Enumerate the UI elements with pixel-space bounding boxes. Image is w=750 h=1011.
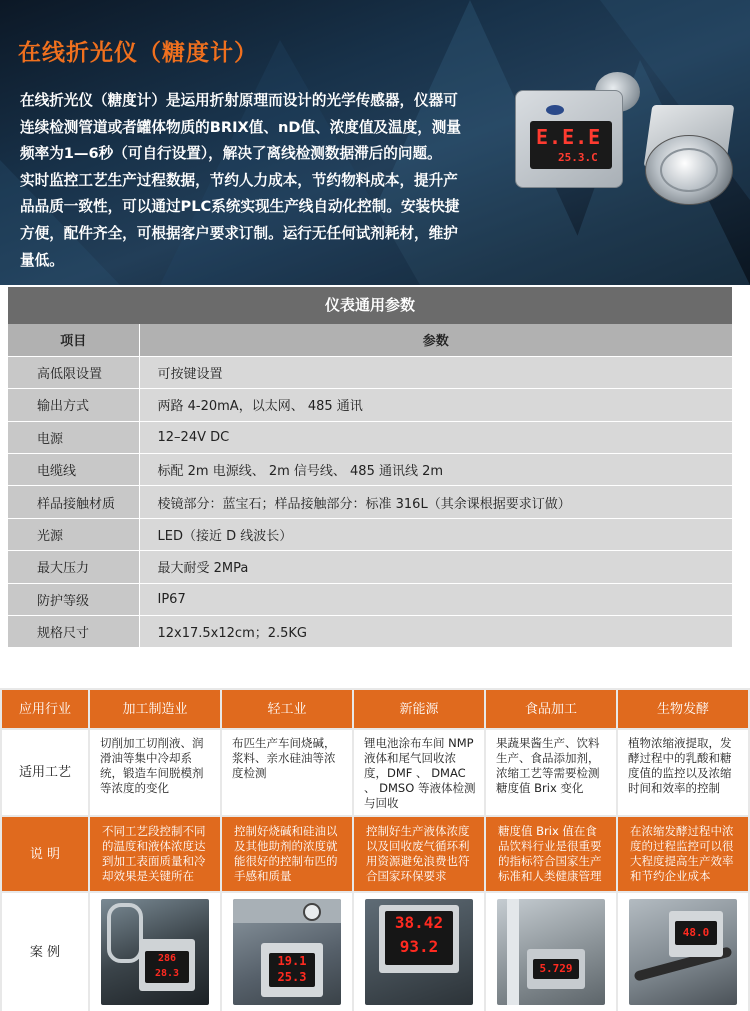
display-reading-top: 19.1 <box>277 954 307 968</box>
case-photo-food <box>497 899 605 1005</box>
probe-ring <box>660 148 718 192</box>
parameter-row <box>8 486 732 518</box>
param-value: 棱镜部分：蓝宝石；样品接触部分：标准 316L（其余课根据要求订做） <box>139 486 732 518</box>
case-photo-fermentation <box>629 899 737 1005</box>
case-row <box>1 892 749 1011</box>
parameter-row <box>8 389 732 421</box>
process-cell: 锂电池涂布车间 NMP 液体和尾气回收浓度，DMF 、 DMAC 、 DMSO 等液体检测与回收 <box>353 729 485 816</box>
param-key: 防护等级 <box>8 583 139 615</box>
intro-line: 连续检测管道或者罐体物质的BRIX值、nD值、浓度值及温度，测量 <box>20 118 461 136</box>
parameter-row <box>8 356 732 388</box>
industry-application-table <box>0 688 750 1011</box>
parameter-table <box>8 287 732 648</box>
intro-paragraph <box>20 88 480 274</box>
param-value: 12x17.5x12cm；2.5KG <box>139 616 732 648</box>
param-key: 样品接触材质 <box>8 486 139 518</box>
note-row <box>1 816 749 892</box>
process-cell: 切削加工切削液、润滑油等集中冷却系统，锻造车间脱模剂等浓度的变化 <box>89 729 221 816</box>
industry-name: 轻工业 <box>221 689 353 729</box>
process-row-label: 适用工艺 <box>1 729 89 816</box>
display-reading-top: 48.0 <box>682 926 710 939</box>
note-cell: 控制好烧碱和硅油以及其他助剂的浓度就能很好的控制布匹的手感和质量 <box>221 816 353 892</box>
industry-header-label: 应用行业 <box>1 689 89 729</box>
param-key: 最大压力 <box>8 551 139 583</box>
case-photo-battery <box>365 899 473 1005</box>
case-display <box>385 911 453 965</box>
case-display <box>145 951 189 983</box>
case-cell <box>353 892 485 1011</box>
parameter-table-title: 仪表通用参数 <box>8 287 732 324</box>
param-key: 输出方式 <box>8 389 139 421</box>
industry-name: 生物发酵 <box>617 689 749 729</box>
pipe-shape <box>107 903 143 963</box>
brand-logo <box>546 105 564 115</box>
param-key: 光源 <box>8 518 139 550</box>
param-value: 两路 4-20mA，以太网、 485 通讯 <box>139 389 732 421</box>
param-key: 规格尺寸 <box>8 616 139 648</box>
process-cell: 布匹生产车间烧碱，浆料、亲水硅油等浓度检测 <box>221 729 353 816</box>
case-photo-textile <box>233 899 341 1005</box>
intro-line: 在线折光仪（糖度计）是运用折射原理而设计的光学传感器，仪器可 <box>20 92 458 109</box>
param-value: LED（接近 D 线波长） <box>139 518 732 550</box>
intro-line: 实时监控工艺生产过程数据，节约人力成本，节约物料成本，提升产 <box>20 171 458 189</box>
display-reading-top: 286 <box>157 953 177 964</box>
pipe-shape <box>507 899 519 1005</box>
display-reading-bottom: 28.3 <box>154 968 180 979</box>
case-display <box>675 921 717 945</box>
case-cell <box>89 892 221 1011</box>
device-reading-top: E.E.E <box>536 125 602 149</box>
parameter-row <box>8 551 732 583</box>
param-value: 可按键设置 <box>139 356 732 388</box>
param-value: 最大耐受 2MPa <box>139 551 732 583</box>
industry-name: 食品加工 <box>485 689 617 729</box>
col-header-param: 参数 <box>139 324 732 356</box>
industry-header-row <box>1 689 749 729</box>
industry-name: 加工制造业 <box>89 689 221 729</box>
industry-grid <box>0 688 750 1011</box>
process-cell: 植物浓缩液提取，发酵过程中的乳酸和糖度值的监控以及浓缩时间和效率的控制 <box>617 729 749 816</box>
parameter-grid <box>8 324 732 648</box>
param-value: 标配 2m 电源线、 2m 信号线、 485 通讯线 2m <box>139 454 732 486</box>
case-cell <box>617 892 749 1011</box>
gauge-icon <box>303 903 321 921</box>
param-key: 电缆线 <box>8 454 139 486</box>
note-cell: 在浓缩发酵过程中浓度的过程监控可以很大程度提高生产效率和节约企业成本 <box>617 816 749 892</box>
parameter-row <box>8 616 732 648</box>
parameter-row <box>8 454 732 486</box>
note-cell: 糖度值 Brix 值在食品饮料行业是很重要的指标符合国家生产标准和人类健康管理 <box>485 816 617 892</box>
device-housing <box>515 90 623 188</box>
note-cell: 控制好生产液体浓度以及回收废气循环利用资源避免浪费也符合国家环保要求 <box>353 816 485 892</box>
intro-line: 频率为1—6秒（可自行设置），解决了离线检测数据滞后的问题。 <box>20 145 442 163</box>
case-photo-machining <box>101 899 209 1005</box>
parameter-row <box>8 421 732 453</box>
param-key: 高低限设置 <box>8 356 139 388</box>
intro-line: 量低。 <box>20 251 64 269</box>
intro-line: 方便，配件齐全，可根据客户要求订制。运行无任何试剂耗材，维护 <box>20 224 458 242</box>
process-row <box>1 729 749 816</box>
parameter-row <box>8 583 732 615</box>
case-cell <box>485 892 617 1011</box>
case-cell <box>221 892 353 1011</box>
note-row-label: 说 明 <box>1 816 89 892</box>
display-reading-top: 5.729 <box>539 962 573 975</box>
display-reading-bottom: 25.3 <box>277 970 307 984</box>
param-value: IP67 <box>139 583 732 615</box>
parameter-header-row <box>8 324 732 356</box>
note-cell: 不同工艺段控制不同的温度和液体浓度达到加工表面质量和冷却效果是关键所在 <box>89 816 221 892</box>
parameter-row <box>8 518 732 550</box>
intro-line: 品品质一致性，可以通过PLC系统实现生产线自动化控制。安装快捷 <box>20 198 460 216</box>
param-key: 电源 <box>8 421 139 453</box>
hero-banner <box>0 0 750 285</box>
sensor-probe-image <box>640 105 740 205</box>
case-display <box>269 953 315 987</box>
display-reading-bottom: 93.2 <box>399 937 439 956</box>
col-header-item: 项目 <box>8 324 139 356</box>
param-value: 12–24V DC <box>139 421 732 453</box>
case-display <box>533 959 579 979</box>
display-reading-top: 38.42 <box>394 913 444 932</box>
industry-name: 新能源 <box>353 689 485 729</box>
page-title: 在线折光仪（糖度计） <box>18 40 258 66</box>
process-cell: 果蔬果酱生产、饮料生产、食品添加剂，浓缩工艺等需要检测糖度值 Brix 变化 <box>485 729 617 816</box>
case-row-label: 案 例 <box>1 892 89 1011</box>
refractometer-device-image <box>515 80 640 190</box>
machine-top <box>233 899 341 923</box>
device-reading-bottom: 25.3.C <box>558 151 598 164</box>
device-screen <box>530 121 612 169</box>
